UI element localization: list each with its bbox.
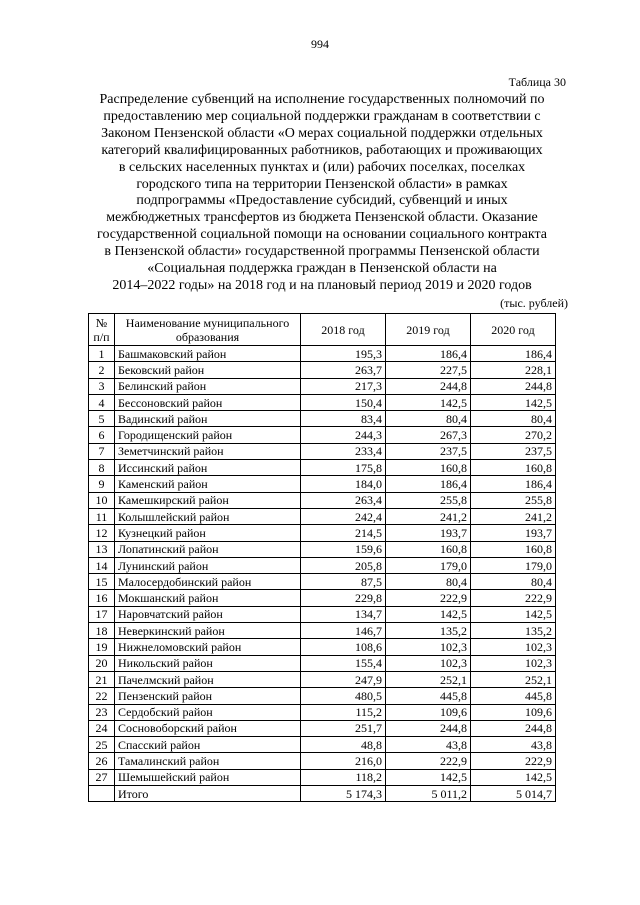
cell-name: Иссинский район (115, 460, 301, 476)
table-row (89, 737, 556, 753)
cell-2019: 244,8 (386, 378, 471, 394)
cell-num: 13 (89, 541, 115, 557)
cell-num: 14 (89, 557, 115, 573)
cell-2019: 267,3 (386, 427, 471, 443)
cell-num: 26 (89, 753, 115, 769)
cell-name: Итого (115, 786, 301, 802)
cell-num: 15 (89, 574, 115, 590)
title-line: государственной социальной помощи на основании социального контракта (97, 227, 547, 243)
cell-2018: 251,7 (301, 720, 386, 736)
cell-name: Сердобский район (115, 704, 301, 720)
title-line: в Пензенской области» государственной программы Пензенской области (104, 244, 540, 260)
title-line: городского типа на территории Пензенской области» в рамках (136, 176, 508, 192)
table-row (89, 541, 556, 557)
cell-2020: 222,9 (471, 590, 556, 606)
cell-num: 10 (89, 492, 115, 508)
cell-2019: 237,5 (386, 443, 471, 459)
cell-num: 20 (89, 655, 115, 671)
cell-2018: 118,2 (301, 769, 386, 785)
table-row (89, 769, 556, 785)
cell-2019: 142,5 (386, 394, 471, 410)
cell-num: 6 (89, 427, 115, 443)
table-row (89, 508, 556, 524)
cell-2020: 241,2 (471, 508, 556, 524)
cell-2020: 193,7 (471, 525, 556, 541)
cell-2020: 244,8 (471, 720, 556, 736)
title-line: подпрограммы «Предоставление субсидий, субвенций и иных (136, 193, 508, 209)
cell-num: 1 (89, 346, 115, 362)
cell-2018: 263,4 (301, 492, 386, 508)
cell-2020: 255,8 (471, 492, 556, 508)
cell-2020: 142,5 (471, 606, 556, 622)
cell-2018: 5 174,3 (301, 786, 386, 802)
units-label: (тыс. рублей) (500, 296, 568, 310)
cell-name: Пензенский район (115, 688, 301, 704)
title-line: Законом Пензенской области «О мерах социальной поддержки отдельных (101, 125, 543, 141)
cell-2019: 102,3 (386, 639, 471, 655)
table-row (89, 590, 556, 606)
cell-name: Вадинский район (115, 411, 301, 427)
cell-num: 22 (89, 688, 115, 704)
cell-2020: 80,4 (471, 411, 556, 427)
title-line: предоставлению мер социальной поддержки гражданам в соответствии с (103, 108, 541, 124)
cell-2019: 222,9 (386, 590, 471, 606)
table-label: Таблица 30 (508, 75, 566, 89)
table-row (89, 394, 556, 410)
cell-name: Лопатинский район (115, 541, 301, 557)
cell-num: 25 (89, 737, 115, 753)
cell-2020: 186,4 (471, 476, 556, 492)
table-row (89, 427, 556, 443)
cell-2018: 146,7 (301, 623, 386, 639)
cell-2018: 242,4 (301, 508, 386, 524)
table-row (89, 411, 556, 427)
cell-name: Камешкирский район (115, 492, 301, 508)
cell-2019: 222,9 (386, 753, 471, 769)
cell-2020: 228,1 (471, 362, 556, 378)
page-number: 994 (311, 37, 329, 51)
cell-name: Нижнеломовский район (115, 639, 301, 655)
cell-2018: 480,5 (301, 688, 386, 704)
cell-2019: 186,4 (386, 476, 471, 492)
table-row (89, 476, 556, 492)
cell-name: Каменский район (115, 476, 301, 492)
cell-name: Неверкинский район (115, 623, 301, 639)
cell-2018: 155,4 (301, 655, 386, 671)
cell-name: Бессоновский район (115, 394, 301, 410)
cell-2019: 80,4 (386, 411, 471, 427)
cell-num: 17 (89, 606, 115, 622)
cell-name: Колышлейский район (115, 508, 301, 524)
cell-2018: 205,8 (301, 557, 386, 573)
header-name: Наименование муниципального образования (115, 314, 301, 346)
cell-2020: 160,8 (471, 541, 556, 557)
cell-2018: 150,4 (301, 394, 386, 410)
table-row (89, 378, 556, 394)
cell-num: 16 (89, 590, 115, 606)
cell-2020: 102,3 (471, 655, 556, 671)
cell-name: Мокшанский район (115, 590, 301, 606)
cell-2019: 142,5 (386, 769, 471, 785)
cell-num: 24 (89, 720, 115, 736)
cell-2020: 445,8 (471, 688, 556, 704)
cell-num: 4 (89, 394, 115, 410)
cell-name: Белинский район (115, 378, 301, 394)
cell-2020: 252,1 (471, 671, 556, 687)
cell-2020: 43,8 (471, 737, 556, 753)
title-line: Распределение субвенций на исполнение государственных полномочий по (99, 92, 545, 107)
table-row (89, 574, 556, 590)
cell-2019: 193,7 (386, 525, 471, 541)
table-body (89, 346, 556, 802)
table-row (89, 623, 556, 639)
table-row (89, 362, 556, 378)
header-2019: 2019 год (386, 314, 471, 346)
header-2018: 2018 год (301, 314, 386, 346)
table-row (89, 443, 556, 459)
cell-2018: 48,8 (301, 737, 386, 753)
cell-2020: 237,5 (471, 443, 556, 459)
table-row (89, 688, 556, 704)
cell-2019: 244,8 (386, 720, 471, 736)
table-row (89, 671, 556, 687)
table-row (89, 639, 556, 655)
cell-name: Шемышейский район (115, 769, 301, 785)
cell-2020: 244,8 (471, 378, 556, 394)
cell-num: 8 (89, 460, 115, 476)
cell-2019: 102,3 (386, 655, 471, 671)
cell-2018: 195,3 (301, 346, 386, 362)
cell-name: Тамалинский район (115, 753, 301, 769)
subvention-table (88, 313, 556, 802)
document-title (66, 92, 578, 295)
cell-2018: 159,6 (301, 541, 386, 557)
cell-name: Кузнецкий район (115, 525, 301, 541)
cell-name: Земетчинский район (115, 443, 301, 459)
cell-2018: 229,8 (301, 590, 386, 606)
cell-2020: 80,4 (471, 574, 556, 590)
cell-num: 2 (89, 362, 115, 378)
cell-2020: 160,8 (471, 460, 556, 476)
cell-2018: 87,5 (301, 574, 386, 590)
cell-name: Малосердобинский район (115, 574, 301, 590)
table-row (89, 720, 556, 736)
table-row (89, 704, 556, 720)
cell-2018: 175,8 (301, 460, 386, 476)
cell-num: 3 (89, 378, 115, 394)
cell-2018: 263,7 (301, 362, 386, 378)
cell-num: 12 (89, 525, 115, 541)
cell-2019: 160,8 (386, 460, 471, 476)
table-row (89, 492, 556, 508)
cell-2019: 179,0 (386, 557, 471, 573)
cell-num: 18 (89, 623, 115, 639)
cell-2018: 244,3 (301, 427, 386, 443)
cell-2019: 255,8 (386, 492, 471, 508)
cell-2019: 142,5 (386, 606, 471, 622)
table-row (89, 557, 556, 573)
cell-num: 19 (89, 639, 115, 655)
cell-name: Бековский район (115, 362, 301, 378)
cell-2020: 222,9 (471, 753, 556, 769)
title-line: межбюджетных трансфертов из бюджета Пензенской области. Оказание (106, 210, 538, 226)
cell-2020: 179,0 (471, 557, 556, 573)
cell-num: 5 (89, 411, 115, 427)
cell-2019: 109,6 (386, 704, 471, 720)
cell-num (89, 786, 115, 802)
title-line: категорий квалифицированных работников, работающих и проживающих (101, 142, 543, 158)
cell-2019: 135,2 (386, 623, 471, 639)
total-row (89, 786, 556, 802)
cell-name: Никольский район (115, 655, 301, 671)
cell-2020: 142,5 (471, 769, 556, 785)
cell-2020: 186,4 (471, 346, 556, 362)
title-line: в сельских населенных пунктах и (или) рабочих поселках, поселках (118, 159, 526, 175)
title-line: 2014–2022 годы» на 2018 год и на плановый период 2019 и 2020 годов (112, 277, 532, 293)
header-num: № п/п (89, 314, 115, 346)
cell-2019: 186,4 (386, 346, 471, 362)
cell-2019: 5 011,2 (386, 786, 471, 802)
cell-2018: 108,6 (301, 639, 386, 655)
cell-name: Спасский район (115, 737, 301, 753)
cell-2020: 135,2 (471, 623, 556, 639)
cell-2019: 227,5 (386, 362, 471, 378)
table-row (89, 753, 556, 769)
cell-2019: 80,4 (386, 574, 471, 590)
cell-2020: 102,3 (471, 639, 556, 655)
table-row (89, 460, 556, 476)
cell-2018: 233,4 (301, 443, 386, 459)
cell-num: 27 (89, 769, 115, 785)
cell-2020: 142,5 (471, 394, 556, 410)
header-2020: 2020 год (471, 314, 556, 346)
cell-2018: 115,2 (301, 704, 386, 720)
cell-num: 21 (89, 671, 115, 687)
table-row (89, 346, 556, 362)
cell-2018: 134,7 (301, 606, 386, 622)
cell-num: 9 (89, 476, 115, 492)
cell-2018: 214,5 (301, 525, 386, 541)
cell-name: Лунинский район (115, 557, 301, 573)
cell-2019: 445,8 (386, 688, 471, 704)
cell-name: Башмаковский район (115, 346, 301, 362)
table-row (89, 655, 556, 671)
cell-name: Городищенский район (115, 427, 301, 443)
cell-2019: 43,8 (386, 737, 471, 753)
cell-2018: 247,9 (301, 671, 386, 687)
cell-num: 11 (89, 508, 115, 524)
cell-2019: 241,2 (386, 508, 471, 524)
cell-name: Наровчатский район (115, 606, 301, 622)
cell-2019: 160,8 (386, 541, 471, 557)
title-line: «Социальная поддержка граждан в Пензенской области на (147, 261, 497, 277)
cell-2020: 5 014,7 (471, 786, 556, 802)
cell-2018: 83,4 (301, 411, 386, 427)
cell-2018: 184,0 (301, 476, 386, 492)
table-header-row (89, 314, 556, 346)
cell-2018: 217,3 (301, 378, 386, 394)
cell-name: Пачелмский район (115, 671, 301, 687)
cell-num: 7 (89, 443, 115, 459)
cell-2020: 270,2 (471, 427, 556, 443)
cell-2019: 252,1 (386, 671, 471, 687)
table-row (89, 606, 556, 622)
cell-2020: 109,6 (471, 704, 556, 720)
table-row (89, 525, 556, 541)
cell-2018: 216,0 (301, 753, 386, 769)
cell-num: 23 (89, 704, 115, 720)
cell-name: Сосновоборский район (115, 720, 301, 736)
